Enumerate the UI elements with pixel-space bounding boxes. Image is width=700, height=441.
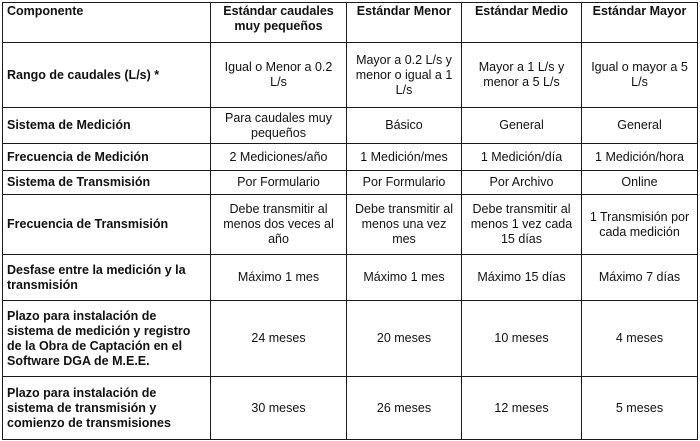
table-cell: 20 meses bbox=[347, 301, 462, 377]
table-row bbox=[3, 43, 698, 108]
table-cell: 30 meses bbox=[211, 377, 347, 440]
table-cell: 26 meses bbox=[347, 377, 462, 440]
table-cell: Básico bbox=[347, 108, 462, 144]
table-cell: Debe transmitir al menos 1 vez cada 15 días bbox=[462, 195, 582, 255]
table-row bbox=[3, 171, 698, 195]
table-cell: Debe transmitir al menos una vez mes bbox=[347, 195, 462, 255]
table-row bbox=[3, 144, 698, 171]
table-cell: 1 Medición/hora bbox=[582, 144, 698, 171]
table-row bbox=[3, 195, 698, 255]
table-cell: Por Archivo bbox=[462, 171, 582, 195]
row-label-sistema-medicion: Sistema de Medición bbox=[3, 108, 211, 144]
row-label-frecuencia-medicion: Frecuencia de Medición bbox=[3, 144, 211, 171]
table-cell: Igual o mayor a 5 L/s bbox=[582, 43, 698, 108]
row-label-frecuencia-transmision: Frecuencia de Transmisión bbox=[3, 195, 211, 255]
table-cell: 10 meses bbox=[462, 301, 582, 377]
table-cell: General bbox=[462, 108, 582, 144]
table-cell: 1 Transmisión por cada medición bbox=[582, 195, 698, 255]
table-cell: 1 Medición/mes bbox=[347, 144, 462, 171]
header-row bbox=[3, 3, 698, 43]
standards-table bbox=[2, 2, 698, 440]
header-estandar-medio: Estándar Medio bbox=[462, 3, 582, 43]
header-estandar-muy-pequenos: Estándar caudales muy pequeños bbox=[211, 3, 347, 43]
table-row bbox=[3, 108, 698, 144]
header-componente: Componente bbox=[3, 3, 211, 43]
table-row bbox=[3, 301, 698, 377]
table-cell: Debe transmitir al menos dos veces al año bbox=[211, 195, 347, 255]
table-cell: Igual o Menor a 0.2 L/s bbox=[211, 43, 347, 108]
table-cell: Por Formulario bbox=[347, 171, 462, 195]
table-cell: 1 Medición/día bbox=[462, 144, 582, 171]
table-cell: 24 meses bbox=[211, 301, 347, 377]
table-cell: Máximo 15 días bbox=[462, 255, 582, 301]
table-cell: 5 meses bbox=[582, 377, 698, 440]
table-cell: 12 meses bbox=[462, 377, 582, 440]
table-cell: Online bbox=[582, 171, 698, 195]
table-cell: Para caudales muy pequeños bbox=[211, 108, 347, 144]
table-cell: Máximo 1 mes bbox=[211, 255, 347, 301]
table-row bbox=[3, 255, 698, 301]
table-cell: 4 meses bbox=[582, 301, 698, 377]
table-cell: 2 Mediciones/año bbox=[211, 144, 347, 171]
table-cell: Mayor a 1 L/s y menor a 5 L/s bbox=[462, 43, 582, 108]
table-cell: Mayor a 0.2 L/s y menor o igual a 1 L/s bbox=[347, 43, 462, 108]
table-cell: General bbox=[582, 108, 698, 144]
header-estandar-mayor: Estándar Mayor bbox=[582, 3, 698, 43]
table-row bbox=[3, 377, 698, 440]
row-label-plazo-transmision: Plazo para instalación de sistema de transmisión y comienzo de transmisiones bbox=[3, 377, 211, 440]
row-label-sistema-transmision: Sistema de Transmisión bbox=[3, 171, 211, 195]
table-cell: Por Formulario bbox=[211, 171, 347, 195]
row-label-rango-caudales: Rango de caudales (L/s) * bbox=[3, 43, 211, 108]
table-cell: Máximo 7 días bbox=[582, 255, 698, 301]
row-label-desfase: Desfase entre la medición y la transmisión bbox=[3, 255, 211, 301]
row-label-plazo-medicion: Plazo para instalación de sistema de medición y registro de la Obra de Captación en el Software DGA de M.E.E. bbox=[3, 301, 211, 377]
table-cell: Máximo 1 mes bbox=[347, 255, 462, 301]
header-estandar-menor: Estándar Menor bbox=[347, 3, 462, 43]
